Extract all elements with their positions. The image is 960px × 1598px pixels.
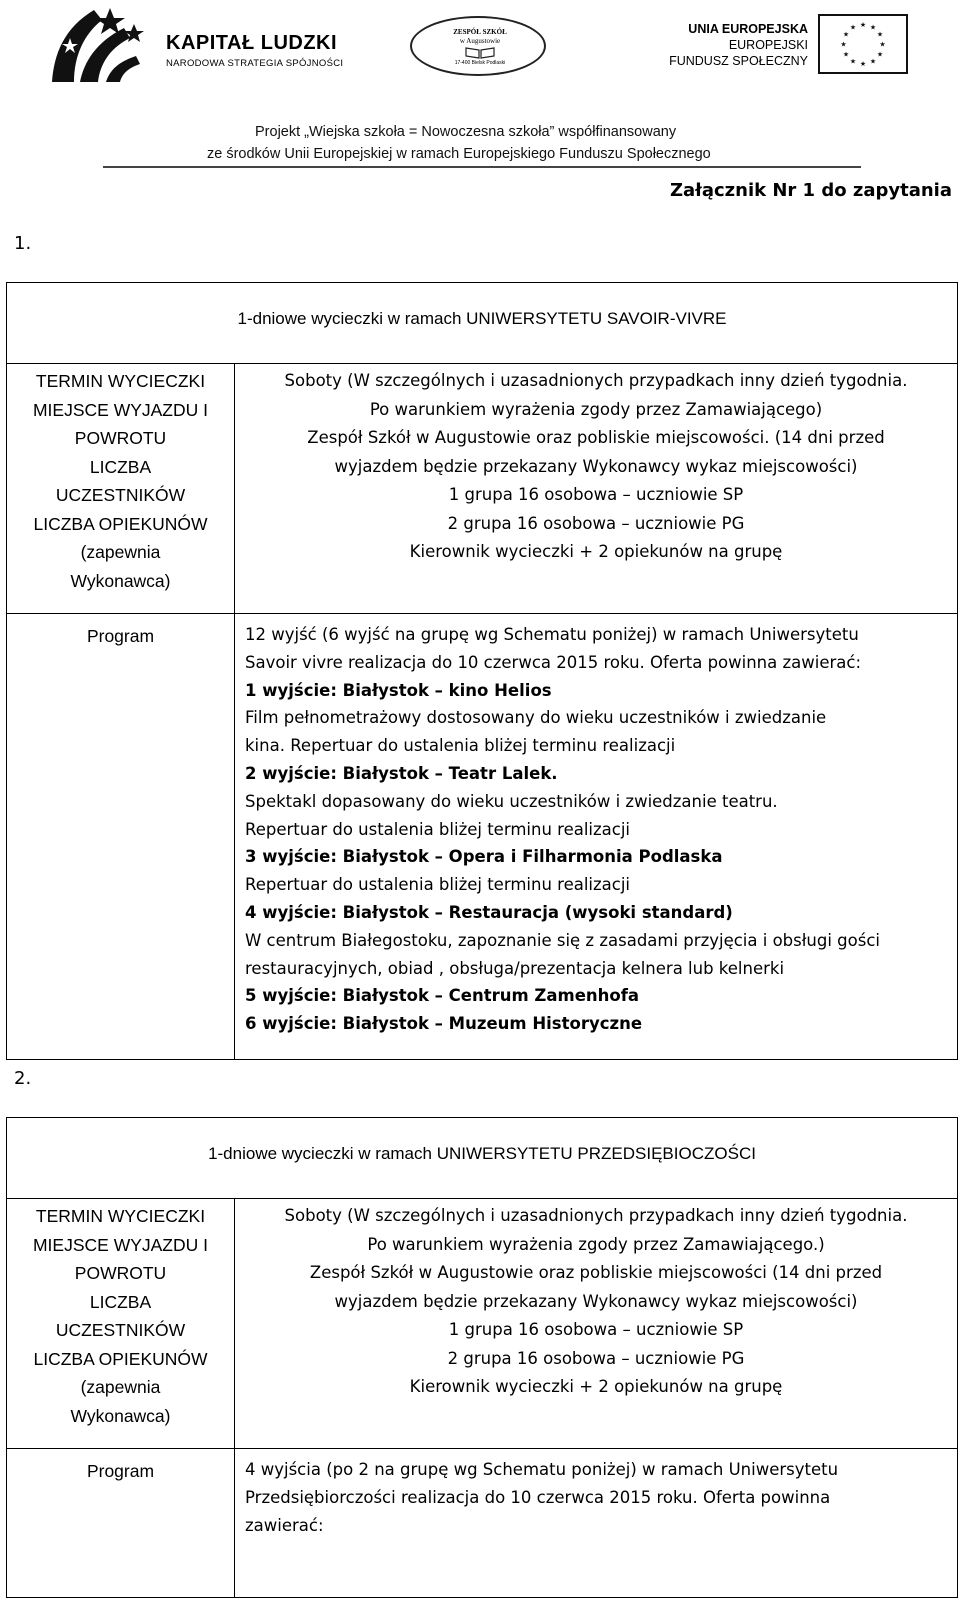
svg-text:★: ★ [869, 23, 877, 32]
section1-title: 1-dniowe wycieczki w ramach UNIWERSYTETU SAVOIR-VIVRE [7, 283, 958, 364]
svg-text:★: ★ [842, 50, 850, 59]
section2-labels [7, 1199, 235, 1449]
program-line: 4 wyjścia (po 2 na grupę wg Schematu poniżej) w ramach Uniwersytetu [245, 1460, 839, 1479]
school-logo-address: 17-400 Bielsk Podlaski [454, 60, 506, 66]
section1-number: 1. [14, 233, 32, 254]
svg-text:★: ★ [869, 57, 877, 66]
label-liczba: LICZBA [89, 1291, 152, 1312]
section1-program [235, 614, 958, 1060]
svg-text:★: ★ [859, 21, 867, 29]
program-line: zawierać: [245, 1515, 324, 1535]
kapital-ludzki-logo [44, 4, 344, 84]
label-termin: TERMIN WYCIECZKI [35, 371, 206, 391]
section1-program-label: Program [7, 614, 235, 1060]
program-heading: 3 wyjście: Białystok – Opera i Filharmonia Podlaska [245, 847, 723, 867]
document-header [0, 0, 960, 175]
label-wykonawca: Wykonawca) [70, 1405, 171, 1426]
program-line: kina. Repertuar do ustalenia bliżej terminu realizacji [245, 736, 676, 756]
label-powrotu: POWROTU [74, 1263, 167, 1283]
section2-table [6, 1117, 958, 1598]
section2-title: 1-dniowe wycieczki w ramach UNIWERSYTETU PRZEDSIĘBIOCZOŚCI [7, 1118, 958, 1199]
kapital-ludzki-title: KAPITAŁ LUDZKI [166, 32, 338, 54]
label-liczba: LICZBA [89, 456, 152, 477]
program-line: Repertuar do ustalenia bliżej terminu realizacji [245, 819, 631, 839]
program-line: Przedsiębiorczości realizacja do 10 czerwca 2015 roku. Oferta powinna [245, 1487, 831, 1507]
svg-text:★: ★ [840, 40, 847, 49]
svg-text:★: ★ [849, 23, 857, 32]
value-miejsce: Zespół Szkół w Augustowie oraz pobliskie miejscowości. (14 dni przed [307, 428, 885, 447]
project-line1: Projekt „Wiejska szkoła = Nowoczesna szkoła” współfinansowany [255, 124, 677, 140]
program-heading: 4 wyjście: Białystok – Restauracja (wysoki standard) [245, 902, 733, 922]
label-liczba-opiekunow: LICZBA OPIEKUNÓW [33, 1348, 208, 1369]
eu-flag-icon [818, 14, 908, 74]
section2-program-label: Program [7, 1449, 235, 1598]
label-uczestnikow: UCZESTNIKÓW [55, 485, 186, 505]
school-logo-name: ZESPÓŁ SZKÓŁ [453, 28, 507, 36]
eu-logo-line2: EUROPEJSKI [728, 38, 808, 52]
value-miejsce: Zespół Szkół w Augustowie oraz pobliskie miejscowości (14 dni przed [309, 1263, 883, 1282]
label-zapewnia: (zapewnia [80, 1377, 161, 1397]
header-divider [103, 166, 861, 168]
label-miejsce: MIEJSCE WYJAZDU I [32, 399, 208, 420]
program-line: 12 wyjść (6 wyjść na grupę wg Schematu poniżej) w ramach Uniwersytetu [245, 625, 859, 644]
eu-logo [669, 14, 908, 76]
value-grupa2: 2 grupa 16 osobowa – uczniowie PG [447, 513, 745, 533]
value-termin-cont: Po warunkiem wyrażenia zgody przez Zamawiającego.) [367, 1234, 825, 1254]
label-wykonawca: Wykonawca) [70, 570, 171, 591]
label-powrotu: POWROTU [74, 428, 167, 448]
label-zapewnia: (zapewnia [80, 542, 161, 562]
svg-text:★: ★ [876, 30, 884, 39]
program-heading: 1 wyjście: Białystok – kino Helios [245, 680, 552, 700]
program-line: Savoir vivre realizacja do 10 czerwca 2015 roku. Oferta powinna zawierać: [245, 652, 862, 672]
svg-text:★: ★ [879, 40, 886, 49]
program-line: restauracyjnych, obiad , obsługa/prezentacja kelnera lub kelnerki [245, 958, 785, 978]
program-heading: 5 wyjście: Białystok – Centrum Zamenhofa [245, 986, 640, 1006]
section2-values [235, 1199, 958, 1449]
svg-text:★: ★ [859, 60, 867, 68]
annex-label: Załącznik Nr 1 do zapytania [669, 180, 952, 201]
value-termin-cont: Po warunkiem wyrażenia zgody przez Zamawiającego) [369, 399, 823, 419]
value-opiekunowie: Kierownik wycieczki + 2 opiekunów na grupę [409, 542, 783, 561]
value-grupa2: 2 grupa 16 osobowa – uczniowie PG [447, 1348, 745, 1368]
section1-values [235, 364, 958, 614]
eu-logo-line1: UNIA EUROPEJSKA [688, 22, 808, 36]
section1-labels [7, 364, 235, 614]
eu-logo-line3: FUNDUSZ SPOŁECZNY [669, 54, 808, 68]
school-logo [410, 16, 550, 80]
project-line2: ze środków Unii Europejskiej w ramach Europejskiego Funduszu Społecznego [207, 146, 711, 162]
value-miejsce-cont: wyjazdem będzie przekazany Wykonawcy wykaz miejscowości) [334, 456, 858, 476]
section1-table [6, 282, 958, 1060]
kapital-ludzki-subtitle: NARODOWA STRATEGIA SPÓJNOŚCI [166, 58, 344, 69]
kapital-ludzki-mark-icon [44, 4, 152, 84]
label-termin: TERMIN WYCIECZKI [35, 1206, 206, 1226]
section2-program [235, 1449, 958, 1598]
program-line: Film pełnometrażowy dostosowany do wieku uczestników i zwiedzanie [245, 708, 827, 728]
value-termin: Soboty (W szczególnych i uzasadnionych przypadkach inny dzień tygodnia. [284, 371, 908, 390]
section2-number: 2. [14, 1068, 32, 1089]
program-line: Spektakl dopasowany do wieku uczestników i zwiedzanie teatru. [245, 791, 778, 811]
label-uczestnikow: UCZESTNIKÓW [55, 1320, 186, 1340]
value-opiekunowie: Kierownik wycieczki + 2 opiekunów na grupę [409, 1377, 783, 1396]
value-grupa1: 1 grupa 16 osobowa – uczniowie SP [448, 1320, 744, 1339]
label-liczba-opiekunow: LICZBA OPIEKUNÓW [33, 513, 208, 534]
label-miejsce: MIEJSCE WYJAZDU I [32, 1234, 208, 1255]
program-line: Repertuar do ustalenia bliżej terminu realizacji [245, 875, 631, 895]
value-termin: Soboty (W szczególnych i uzasadnionych przypadkach inny dzień tygodnia. [284, 1206, 908, 1225]
svg-text:★: ★ [842, 30, 850, 39]
program-line: W centrum Białegostoku, zapoznanie się z zasadami przyjęcia i obsługi gości [245, 930, 881, 950]
program-heading: 2 wyjście: Białystok – Teatr Lalek. [245, 763, 558, 783]
open-book-icon [464, 45, 496, 59]
school-logo-town: w Augustowie [459, 37, 501, 45]
value-grupa1: 1 grupa 16 osobowa – uczniowie SP [448, 485, 744, 504]
svg-text:★: ★ [849, 57, 857, 66]
program-heading: 6 wyjście: Białystok – Muzeum Historyczne [245, 1014, 643, 1034]
svg-text:★: ★ [876, 50, 884, 59]
value-miejsce-cont: wyjazdem będzie przekazany Wykonawcy wykaz miejscowości) [334, 1291, 858, 1311]
